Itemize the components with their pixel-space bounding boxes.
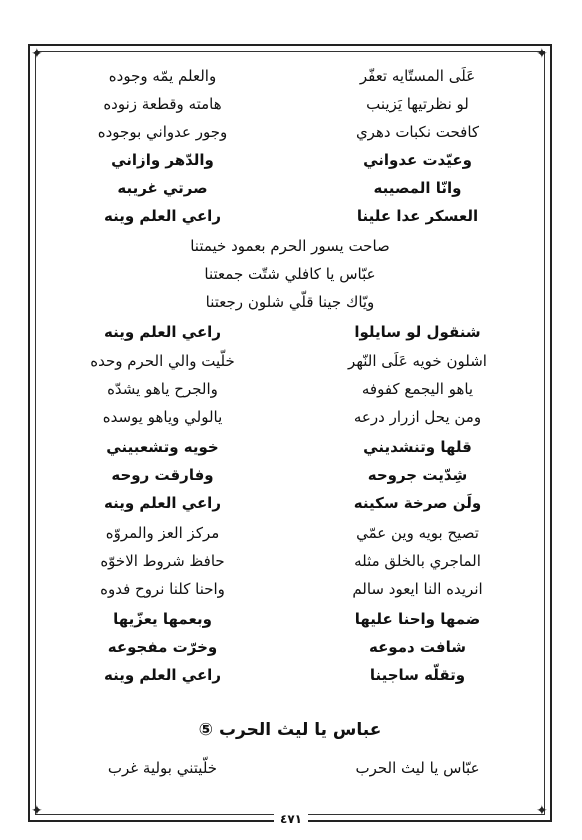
verse-line xyxy=(40,375,540,403)
verse-left: والجرح ياهو يشدّه xyxy=(107,380,218,398)
verse-right: تصيح بويه وين عمّي xyxy=(356,524,479,542)
verse-right: عَلَى المستّايه تعفّر xyxy=(359,67,476,85)
section-heading xyxy=(40,716,540,748)
corner-ornament: ✦ xyxy=(536,46,548,62)
page-number xyxy=(0,812,582,826)
verse-right: وتقلّه ساجينا xyxy=(369,666,466,684)
verse-left: وجور عدواني بوجوده xyxy=(97,123,228,141)
verse-right: شافت دموعه xyxy=(368,638,467,656)
chorus-line xyxy=(40,605,540,633)
verse-left: مركز العز والمروّه xyxy=(105,524,220,542)
verse-left: وبعمها يعزّيها xyxy=(113,610,212,628)
verse-right: ضمها واحنا عليها xyxy=(354,610,481,628)
verse-left: صرتي غريبه xyxy=(117,179,208,197)
verse-left: حافظ شروط الاخوّه xyxy=(100,552,225,570)
verse-line xyxy=(40,575,540,603)
verse-line xyxy=(40,519,540,547)
verse-left: يالولي وياهو يوسده xyxy=(102,408,223,426)
centered-verse: صاحت يسور الحرم بعمود خيمتنا xyxy=(190,237,390,255)
corner-ornament: ✦ xyxy=(31,803,43,819)
verse-right: وانّا المصيبه xyxy=(373,179,462,197)
verse-right: كافحت نكبات دهري xyxy=(355,123,480,141)
centered-verse: عبّاس يا كافلي شتّت جمعتنا xyxy=(204,265,376,283)
centered-line xyxy=(40,288,540,316)
verse-left: وخرّت مفجوعه xyxy=(107,638,218,656)
verse-right: قلها وتنشديني xyxy=(363,438,472,456)
verse-right: لو نظرتيها يَزينب xyxy=(366,95,469,113)
verse-right: ولَن صرخة سكينه xyxy=(353,494,482,512)
chorus-line xyxy=(40,661,540,689)
chorus-line xyxy=(40,489,540,517)
verse-left: راعي العلم وينه xyxy=(104,666,221,684)
verse-right: ومن يحل ازرار درعه xyxy=(353,408,482,426)
verse-right: وعيّدت عدواني xyxy=(363,151,472,169)
verse-line xyxy=(40,347,540,375)
verse-right: الماجري بالخلق مثله xyxy=(354,552,481,570)
poem-page xyxy=(40,56,540,801)
chorus-line xyxy=(40,318,540,346)
verse-left: خلّيتني بولية غرب xyxy=(107,759,218,777)
chorus-line xyxy=(40,461,540,489)
verse-line xyxy=(40,403,540,431)
verse-right: اشلون خويه عَلَى النّهر xyxy=(348,352,487,370)
centered-verse: ويّاك جينا قلّي شلون رجعتنا xyxy=(205,293,375,311)
chorus-line xyxy=(40,146,540,174)
verse-line xyxy=(40,547,540,575)
verse-right: عبّاس يا ليث الحرب xyxy=(355,759,480,777)
verse-line xyxy=(40,754,540,782)
centered-line xyxy=(40,260,540,288)
verse-left: راعي العلم وينه xyxy=(104,323,221,341)
verse-right: شِدّيت جروحه xyxy=(367,466,468,484)
page-number-text: ٤٧١ xyxy=(274,812,308,826)
verse-line xyxy=(40,62,540,90)
verse-right: انريده النا ايعود سالم xyxy=(352,580,483,598)
verse-left: هامته وقطعة زنوده xyxy=(103,95,222,113)
verse-left: وفارقت روحه xyxy=(111,466,214,484)
chorus-line xyxy=(40,202,540,230)
verse-left: راعي العلم وينه xyxy=(104,207,221,225)
verse-left: والعلم يمّه وجوده xyxy=(108,67,217,85)
chorus-line xyxy=(40,633,540,661)
chorus-line xyxy=(40,433,540,461)
section-title: عباس يا ليث الحرب ⑤ xyxy=(198,720,382,740)
corner-ornament: ✦ xyxy=(31,46,43,62)
verse-left: واحنا كلنا نروح فدوه xyxy=(100,580,225,598)
verse-left: خويه وتشعبيني xyxy=(106,438,219,456)
centered-line xyxy=(40,232,540,260)
verse-left: والدّهر وازاني xyxy=(111,151,214,169)
verse-left: راعي العلم وينه xyxy=(104,494,221,512)
verse-left: خلّيت والي الحرم وحده xyxy=(90,352,235,370)
verse-line xyxy=(40,118,540,146)
chorus-line xyxy=(40,174,540,202)
verse-right: العسكر عدا علينا xyxy=(356,207,479,225)
verse-line xyxy=(40,90,540,118)
verse-right: شنقول لو سايلوا xyxy=(354,323,481,341)
verse-right: ياهو اليجمع كفوفه xyxy=(361,380,474,398)
corner-ornament: ✦ xyxy=(536,803,548,819)
